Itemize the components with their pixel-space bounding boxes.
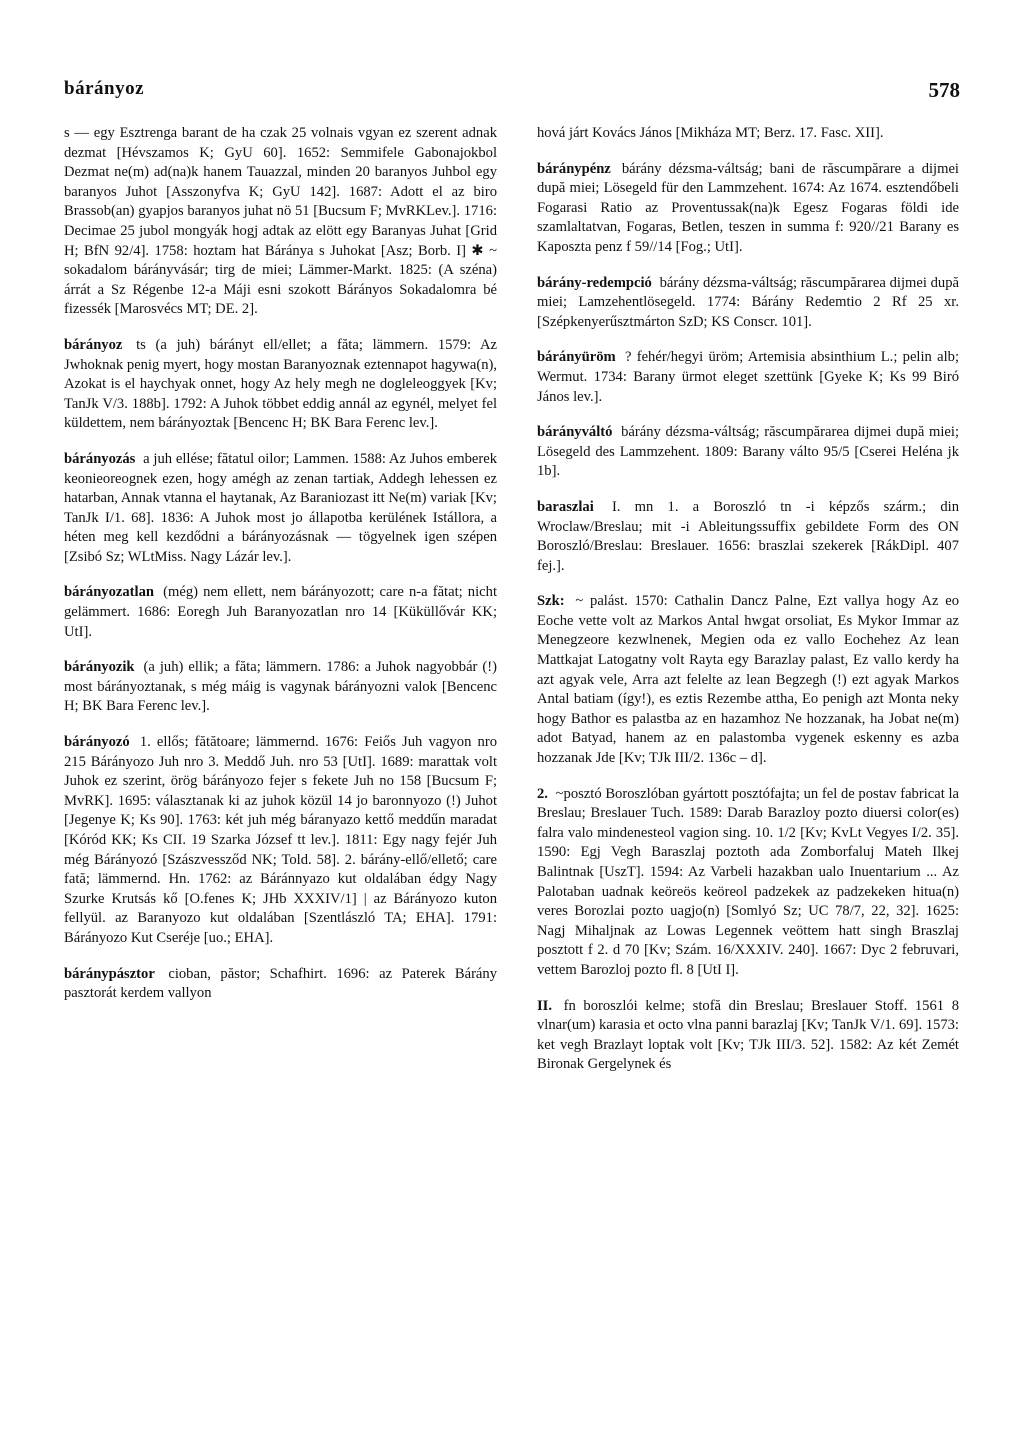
entry-text: hová járt Kovács János [Mikháza MT; Berz. 17. Fasc. XII].	[537, 125, 884, 141]
entry-lemma: bárányozatlan	[64, 584, 154, 601]
entry-text: 1. ellős; fătătoare; lämmernd. 1676: Feiős Juh vagyon nro 215 Bárányozo Juh nro 3. Meddő Juh. nro 53 [UtI]. 1689: marattak volt Juhok ez szerint, örög bárányozo fejer s fekete Juh no 158 [Bucsum F; MvRK]. 1695: választanak ki az juhok közül 14 jo baronnyozo (!) Juhot [Jegenye K; Ks 90]. 1763: két juh még báranyazo kettő meddűn maradat [Kóród KK; Ks CII. 19 Szarka József tt lev.]. 1811: Egy nagy fejér Juh még Bárányozó [Szászvessződ NK; Told. 58]. 2. bárány-ellő/ellető; care fată; lämmernd. Hn. 1762: az Báránnyazo kut oldalában édgy Nagy Szurke Krutsás kő [O.fenes K; JHb XXXIV/1] | az Bárányozo kuton fellyül. az Baranyozo kut oldalában [Szentlászló TA; EHA]. 1791: Bárányozo Kut Cseréje [uo.; EHA].	[64, 734, 497, 946]
left-column	[64, 124, 497, 1020]
dictionary-entry	[537, 348, 959, 407]
dictionary-entry	[64, 733, 497, 949]
dictionary-entry	[537, 423, 959, 482]
entry-lemma: bárányoz	[64, 336, 123, 353]
dictionary-entry	[537, 124, 959, 144]
entry-lemma: baraszlai	[537, 498, 594, 515]
entry-lemma: bárányüröm	[537, 349, 616, 366]
dictionary-entry	[537, 498, 959, 576]
dictionary-entry	[537, 160, 959, 258]
entry-text: bárány dézsma-váltság; răscumpărarea dijmei după miei; Lamzehentlösegeld. 1774: Bárány Redemtio 2 Rf 25 xr. [Szépkenyerűsztmárton SzD; KS Conscr. 101].	[537, 274, 959, 330]
entry-lemma: II.	[537, 997, 553, 1014]
entry-lemma: Szk:	[537, 593, 565, 610]
entry-text: ~ palást. 1570: Cathalin Dancz Palne, Ezt vallya hogy Az eo Eoche vette volt az Markos Antal hwgat orsoliat, Es Mykor Immar az Menegzeore kezwlnenek, Megien oda ez vallo Eochehez Az lean Mattkajat Latogatny volt Rayta egy Barazlay palast, Ez vallo kerdy ha azt agyak vele, Arra azt felelte az lean Begzegh (!) ezt agyak Markos Antal batiam (így!), es eztis Rezembe attha, Eo penigh azt Monta neky hogy Bathor es palastba az en hazamhoz Ne hozzanak, ha Jobat ne(m) adot Batyad, hanem az en palastomba vygenek eskenny es azba hozzanak Jde [Kv; TJk III/2. 136c – d].	[537, 593, 959, 767]
entry-text: bárány dézsma-váltság; bani de răscumpărare a dijmei după miei; Lösegeld für den Lammzehent. 1674: Az 1674. esztendőbeli Fogarasi Ratio az Proventussak(na)k Egesz Fogaras földi ide szamlaltatvan, Fogaras, Betlen, teszen in summa f: 920//21 Barany es Kaposzta penz f 59//14 [Fog.; UtI].	[537, 160, 959, 255]
entry-lemma: bárányozó	[64, 734, 130, 751]
dictionary-entry	[537, 785, 959, 981]
dictionary-entry	[64, 336, 497, 434]
dictionary-entry	[64, 658, 497, 717]
entry-lemma: bárányozik	[64, 659, 135, 676]
dictionary-entry	[64, 965, 497, 1004]
entry-text: (még) nem ellett, nem bárányozott; care n-a fătat; nicht gelämmert. 1686: Eoregh Juh Baranyozatlan nro 14 [Küküllővár KK; UtI].	[64, 584, 497, 640]
entry-text: bárány dézsma-váltság; răscumpărarea dijmei după miei; Lösegeld des Lammzehent. 1809: Barany válto 95/5 [Cserei Heléna jk 1b].	[537, 424, 959, 480]
page-header	[64, 78, 960, 108]
dictionary-entry	[537, 592, 959, 768]
entry-text: a juh ellése; fătatul oilor; Lammen. 1588: Az Juhos emberek keonieoreognek ezen, hogy amégh az zenan tartiak, Addegh lehessen ez hatarban, Annak vtanna el haytanak, Az Baraniozast itt Ne(m) variak [Kv; TanJk I/1. 68]. 1836: A Juhok most jo állapotba kerülének Istállora, a héten meg kell kezdődni a bárányozásnak — tögyelnek igen szépen [Zsibó Sz; WLtMiss. Nagy Lázár lev.].	[64, 450, 497, 565]
entry-text: s — egy Esztrenga barant de ha czak 25 volnais vgyan ez szerent adnak dezmat [Hévszamos K; GyU 60]. 1652: Semmifele Gabonajokbol Dezmat ne(m) ad(na)k hanem Tauazzal, minden 20 baranyos Juhbol egy baranyos Juhot [Asszonyfva K; GyU 142]. 1687: Adott el az biro Brassob(an) gyapjos baranyos juhat nö 51 [Bucsum F; MvRKLev.]. 1716: Decimae 25 jubol mongyák hogj adtak az elött egy Baranyas Juhat [Grid H; BfN 92/4]. 1758: hoztam hat Báránya s Juhokat [Asz; Borb. I] ✱ ~ sokadalom bárányvásár; tirg de miei; Lämmer-Markt. 1825: (A széna) árrát a Sz Régenbe 12-a Máji esni szokott Bárányos Sokadalomra bé fizessék [Marosvécs MT; DE. 2].	[64, 125, 497, 318]
entry-text: I. mn 1. a Boroszló tn -i képzős szárm.; din Wroclaw/Breslau; mit -i Ableitungssuffix gebildete Form des ON Boroszló/Breslau: Breslauer. 1656: braszlai szekerek [RákDipl. 407 fej.].	[537, 498, 959, 574]
entry-text: fn boroszlói kelme; stofă din Breslau; Breslauer Stoff. 1561 8 vlnar(um) karasia et octo vlna panni barazlaj [Kv; TanJk V/1. 69]. 1573: ket vegh Brazlayt loptak volt [Kv; TJk III/3. 52]. 1582: Az két Zemét Bironak Gergelynek és	[537, 997, 959, 1073]
right-column	[537, 124, 959, 1091]
entry-lemma: báránypénz	[537, 160, 611, 177]
entry-text: ~posztó Boroszlóban gyártott posztófajta; un fel de postav fabricat la Breslau; Breslauer Tuch. 1589: Darab Barazloy pozto diuersi color(es) falra valo mindenesteol vagion sing. 10. 1/2 [Kv; KvLt Vegyes I/2. 35]. 1590: Egj Vegh Baraszlaj poztoth ada Zomborfaluj Mateh Ilkej Balintnak [UszT]. 1594: Az Varbeli hazakban ualo Inuentarium ... Az Palotaban uadnak keöreös keöreol padzekek az padzekeken hitua(n) veres Borozlai pozto uagjo(n) [Somlyó Sz; UC 78/7, 22, 32]. 1625: Nagj Mihaljnak az Lowas Legennek veöttem hatt singh Braszlaj posztott f 2. d 70 [Kv; Szám. 16/XXXIV. 240]. 1667: Dyc 2 februvari, vettem Barozloj pozto fl. 8 [UtI I].	[537, 785, 959, 978]
entry-lemma: bárányváltó	[537, 424, 613, 441]
entry-text: cioban, păstor; Schafhirt. 1696: az Paterek Bárány pasztorát kerdem vallyon	[64, 965, 497, 1002]
dictionary-entry	[64, 450, 497, 568]
dictionary-entry	[64, 124, 497, 320]
entry-lemma: báránypásztor	[64, 965, 155, 982]
running-headword: bárányoz	[64, 78, 144, 99]
entry-text: (a juh) ellik; a făta; lämmern. 1786: a Juhok nagyobbár (!) most bárányoztanak, s még máig is vagynak bárányozni valok [Bencenc H; BK Bara Ferenc lev.].	[64, 659, 497, 715]
entry-lemma: bárányozás	[64, 450, 136, 467]
dictionary-entry	[537, 274, 959, 333]
entry-text: ts (a juh) bárányt ell/ellet; a făta; lämmern. 1579: Az Jwhoknak penig myert, hogy mostan Baranyoznak eztennapot hagywa(n), Azokat is el haychyak onnet, hogy Az hely megh ne dogleleoggyek [Kv; TanJk V/3. 188b]. 1792: A Juhok többet eddig annál az egynél, melyet fel küldettem, nem bárányoztak [Bencenc H; BK Bara Ferenc lev.].	[64, 336, 497, 432]
entry-text: ? fehér/hegyi üröm; Artemisia absinthium L.; pelin alb; Wermut. 1734: Barany ürmot eleget szettünk [Gyeke K; Ks 99 Biró János lev.].	[537, 349, 960, 405]
dictionary-entry	[64, 583, 497, 642]
entry-lemma: 2.	[537, 785, 548, 802]
dictionary-entry	[537, 997, 959, 1075]
entry-lemma: bárány-redempció	[537, 274, 652, 291]
page-number: 578	[928, 78, 960, 102]
